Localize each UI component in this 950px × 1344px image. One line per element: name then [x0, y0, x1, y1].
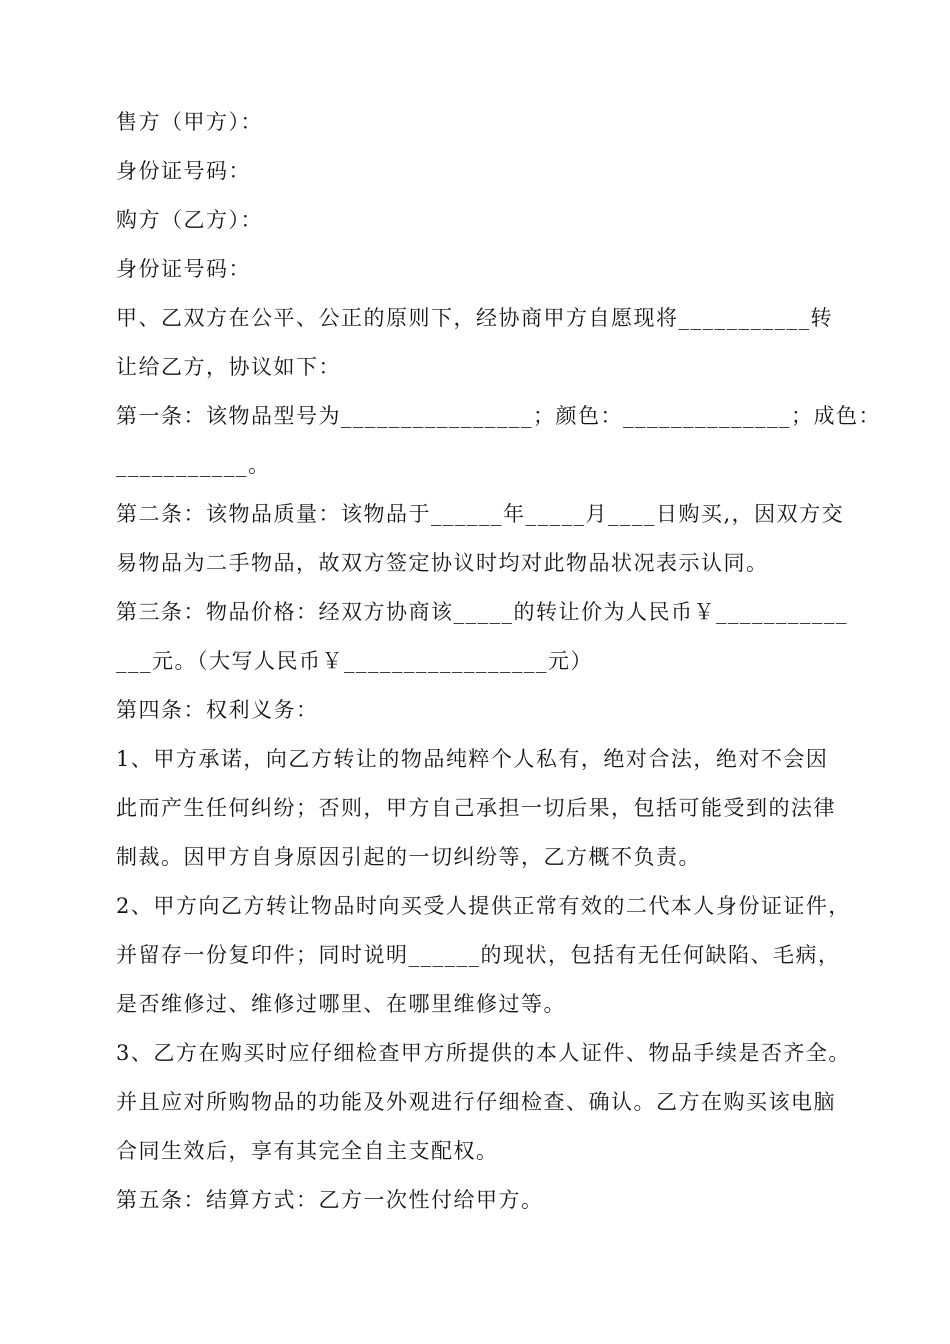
- intro-paragraph-line-2: 让给乙方，协议如下：: [116, 355, 341, 379]
- clause-1-line-1: 1、甲方承诺，向乙方转让的物品纯粹个人私有，绝对合法，绝对不会因: [116, 747, 829, 771]
- article-1-line-2: ___________。: [116, 453, 271, 477]
- article-4-heading: 第四条：权利义务：: [116, 698, 319, 722]
- article-2-line-1: 第二条：该物品质量：该物品于______年_____月____日购买,，因双方交: [116, 502, 845, 526]
- article-5-line: 第五条：结算方式：乙方一次性付给甲方。: [116, 1188, 544, 1212]
- article-3-line-2: ___元。（大写人民币￥_________________元）: [116, 649, 593, 673]
- clause-3-line-3: 合同生效后，享有其完全自主支配权。: [116, 1139, 499, 1163]
- clause-2-line-2: 并留存一份复印件；同时说明______的现状，包括有无任何缺陷、毛病，: [116, 943, 841, 967]
- article-1-line-1: 第一条：该物品型号为________________；颜色：______________；成色：: [116, 404, 881, 428]
- seller-line: 售方（甲方）：: [116, 110, 263, 134]
- buyer-line: 购方（乙方）：: [116, 208, 263, 232]
- clause-1-line-2: 此而产生任何纠纷；否则，甲方自己承担一切后果，包括可能受到的法律: [116, 796, 836, 820]
- clause-2-line-1: 2、甲方向乙方转让物品时向买受人提供正常有效的二代本人身份证证件，: [116, 894, 851, 918]
- contract-body: [116, 102, 881, 1229]
- clause-3-line-1: 3、乙方在购买时应仔细检查甲方所提供的本人证件、物品手续是否齐全。: [116, 1041, 851, 1065]
- seller-id-line: 身份证号码：: [116, 159, 251, 183]
- buyer-id-line: 身份证号码：: [116, 257, 251, 281]
- article-2-line-2: 易物品为二手物品，故双方签定协议时均对此物品状况表示认同。: [116, 551, 769, 575]
- clause-3-line-2: 并且应对所购物品的功能及外观进行仔细检查、确认。乙方在购买该电脑: [116, 1090, 836, 1114]
- intro-paragraph-line-1: 甲、乙双方在公平、公正的原则下，经协商甲方自愿现将___________转: [116, 306, 833, 330]
- clause-1-line-3: 制裁。因甲方自身原因引起的一切纠纷等，乙方概不负责。: [116, 845, 701, 869]
- article-3-line-1: 第三条：物品价格：经双方协商该_____的转让价为人民币￥___________: [116, 600, 848, 624]
- clause-2-line-3: 是否维修过、维修过哪里、在哪里维修过等。: [116, 992, 566, 1016]
